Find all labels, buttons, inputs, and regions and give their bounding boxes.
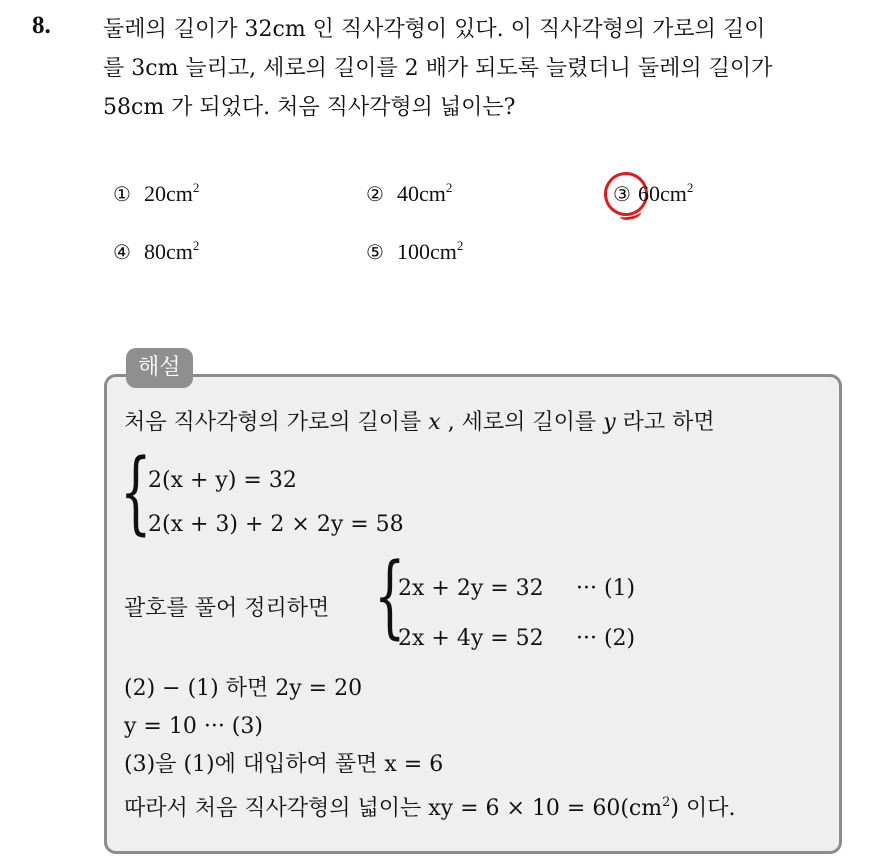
step-3 [124,746,443,784]
intro-text-a: 처음 직사각형의 가로의 길이를 [124,410,422,435]
system-brace-2: { [374,544,406,649]
choice-2-mark: ② [366,182,384,206]
step-1-b: 하면 [225,676,269,701]
choice-1-value: 20cm [144,181,193,206]
choice-3[interactable] [610,180,693,207]
choice-3-mark: ③ [613,182,631,206]
choice-1[interactable] [110,180,199,207]
final-d: 이다. [686,796,736,821]
intro-var-y: y [603,410,616,435]
choice-2[interactable] [363,180,452,207]
step-3-c: (1) [183,752,215,777]
choice-4-value: 80cm [144,239,193,264]
choice-2-exponent: 2 [445,180,453,195]
final-exponent: 2 [662,795,671,810]
solution-intro [124,404,715,442]
step-1-c: 2y = 20 [275,676,363,701]
intro-text-c: 라고 하면 [622,410,715,435]
step-3-e: x = 6 [384,752,444,777]
step-3-b: 을 [155,752,177,777]
intro-var-x: x [428,410,441,435]
choice-4-exponent: 2 [192,238,200,253]
choice-3-value: 60cm [638,181,687,206]
choice-2-value: 40cm [397,181,446,206]
expand-label: 괄호를 풀어 정리하면 [124,596,330,621]
step-3-d: 에 대입하여 풀면 [214,752,378,777]
choice-5[interactable] [363,238,463,265]
final-c: ) [670,796,679,821]
choice-3-exponent: 2 [686,180,694,195]
solution-tag: 해설 [126,348,193,388]
equation-4: 2x + 4y = 52 [398,626,544,651]
question-number: 8. [32,12,51,39]
step-1-a: (2) − (1) [124,676,219,701]
choice-5-mark: ⑤ [366,240,384,264]
choice-5-value: 100cm [397,239,457,264]
intro-text-b: , 세로의 길이를 [447,410,597,435]
choice-1-mark: ① [113,182,131,206]
answer-choices [110,172,810,292]
step-2: y = 10 ··· (3) [124,714,263,739]
system-brace-1: { [120,440,152,545]
choice-4[interactable] [110,238,199,265]
choice-1-exponent: 2 [192,180,200,195]
question-text [103,10,873,127]
question-line-3: 58cm 가 되었다. 처음 직사각형의 넓이는? [103,95,516,120]
question-line-2: 를 3cm 늘리고, 세로의 길이를 2 배가 되도록 늘렸더니 둘레의 길이가 [103,56,773,81]
choice-5-exponent: 2 [456,238,464,253]
equation-3-tag: ··· (1) [576,576,636,601]
step-1 [124,670,362,708]
choice-4-mark: ④ [113,240,131,264]
equation-3: 2x + 2y = 32 [398,576,544,601]
final-b: xy = 6 × 10 = 60(cm [428,796,663,821]
final-a: 따라서 처음 직사각형의 넓이는 [124,796,422,821]
final-answer [124,784,736,828]
equation-1: 2(x + y) = 32 [148,468,297,493]
equation-4-tag: ··· (2) [576,626,636,651]
step-3-a: (3) [124,752,156,777]
question-line-1: 둘레의 길이가 32cm 인 직사각형이 있다. 이 직사각형의 가로의 길이 [103,17,766,42]
equation-2: 2(x + 3) + 2 × 2y = 58 [148,512,404,537]
